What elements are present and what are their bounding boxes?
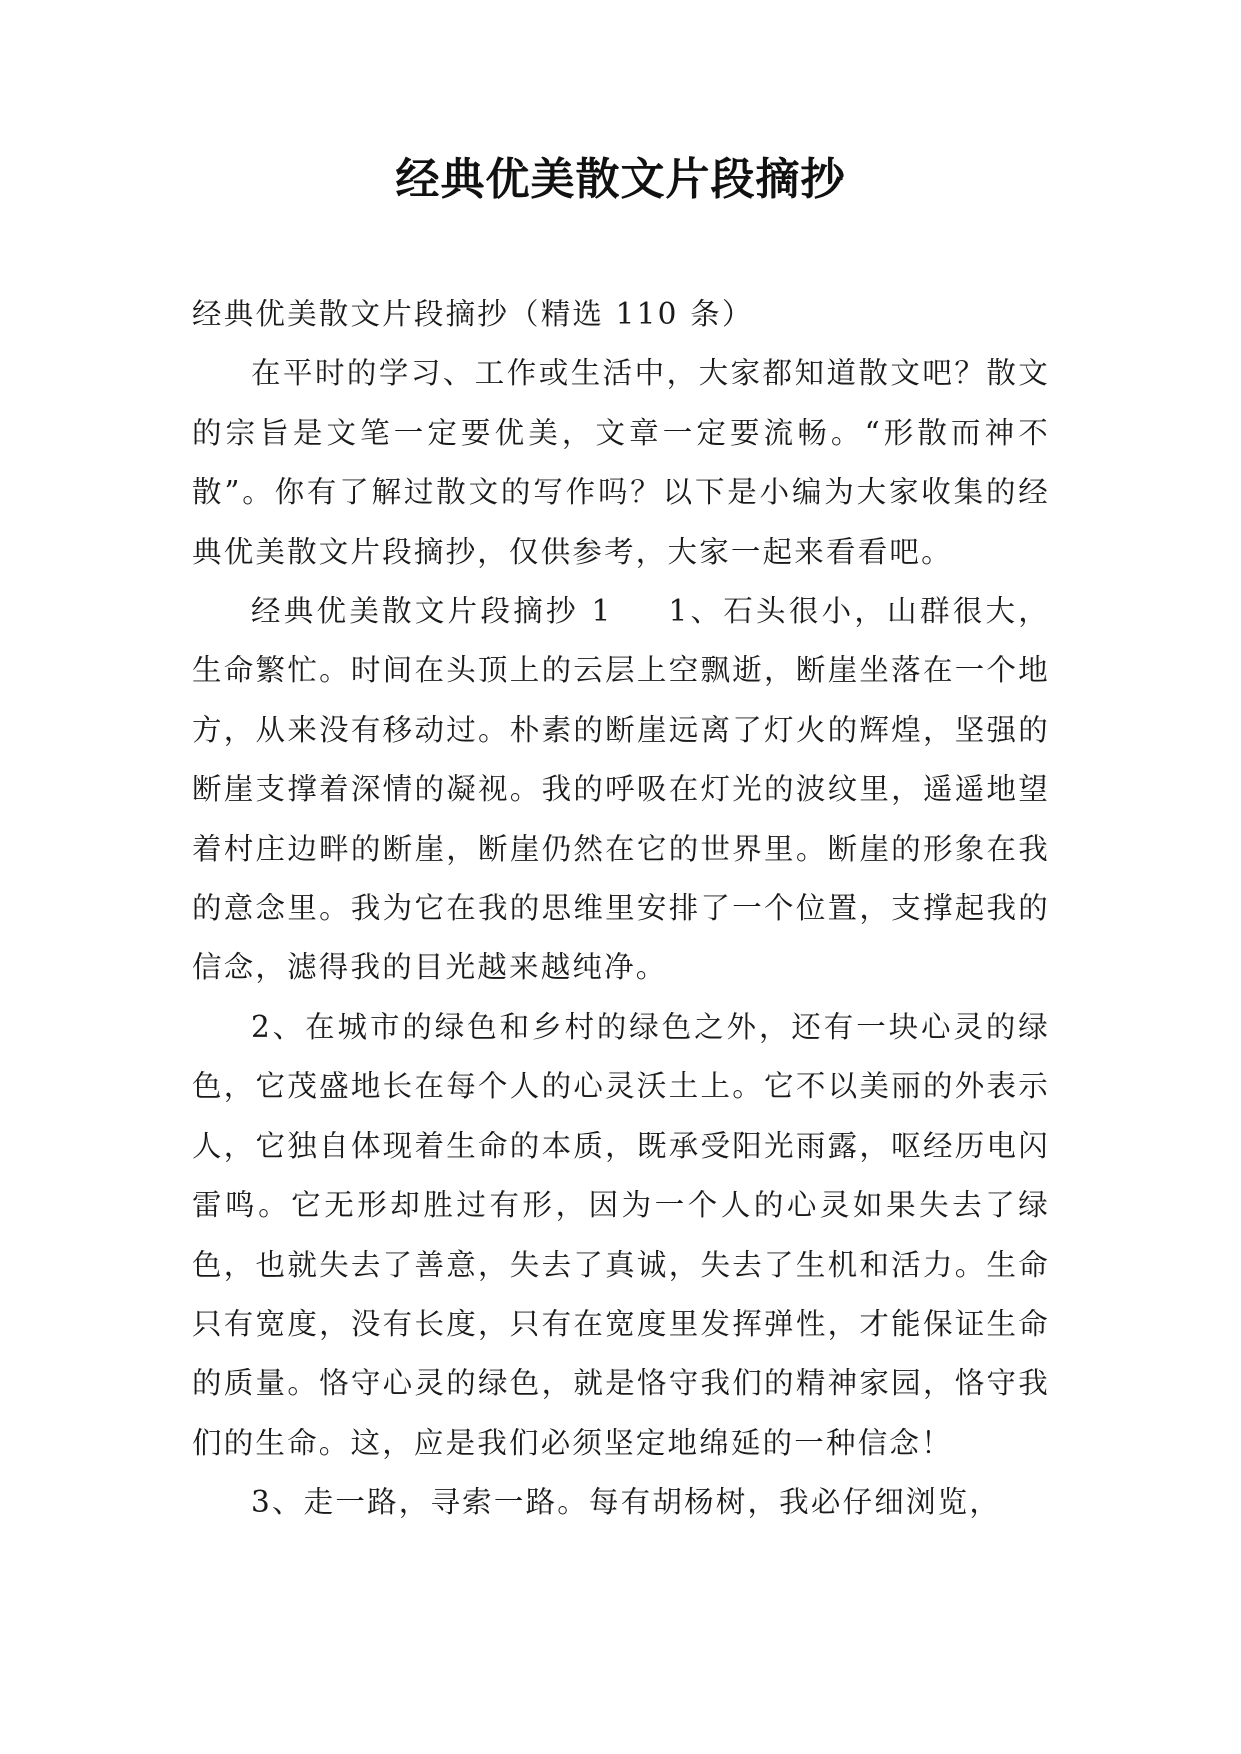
document-body — [192, 285, 1050, 1533]
excerpt-paragraph-1 — [192, 582, 1050, 998]
excerpt-text-1: 1、石头很小，山群很大，生命繁忙。时间在头顶上的云层上空飘逝，断崖坐落在一个地方，从来没有移动过。朴素的断崖远离了灯火的辉煌，坚强的断崖支撑着深情的凝视。我的呼吸在灯光的波纹里，遥遥地望着村庄边畔的断崖，断崖仍然在它的世界里。断崖的形象在我的意念里。我为它在我的思维里安排了一个位置，支撑起我的信念，滤得我的目光越来越纯净。 — [192, 594, 1050, 985]
document-title: 经典优美散文片段摘抄 — [395, 154, 846, 205]
intro-paragraph: 在平时的学习、工作或生活中，大家都知道散文吧？散文的宗旨是文笔一定要优美，文章一定要流畅。“形散而神不散”。你有了解过散文的写作吗？以下是小编为大家收集的经典优美散文片段摘抄，仅供参考，大家一起来看看吧。 — [192, 356, 1050, 569]
subtitle-paragraph: 经典优美散文片段摘抄（精选 110 条） — [192, 297, 754, 331]
excerpt-paragraph-2: 2、在城市的绿色和乡村的绿色之外，还有一块心灵的绿色，它茂盛地长在每个人的心灵沃土上。它不以美丽的外表示人，它独自体现着生命的本质，既承受阳光雨露，呕经历电闪雷鸣。它无形却胜过有形，因为一个人的心灵如果失去了绿色，也就失去了善意，失去了真诚，失去了生机和活力。生命只有宽度，没有长度，只有在宽度里发挥弹性，才能保证生命的质量。恪守心灵的绿色，就是恪守我们的精神家园，恪守我们的生命。这，应是我们必须坚定地绵延的一种信念！ — [192, 1009, 1050, 1460]
excerpt-paragraph-3: 3、走一路，寻索一路。每有胡杨树，我必仔细浏览， — [251, 1485, 1002, 1520]
section-heading: 经典优美散文片段摘抄 1 — [251, 594, 613, 629]
